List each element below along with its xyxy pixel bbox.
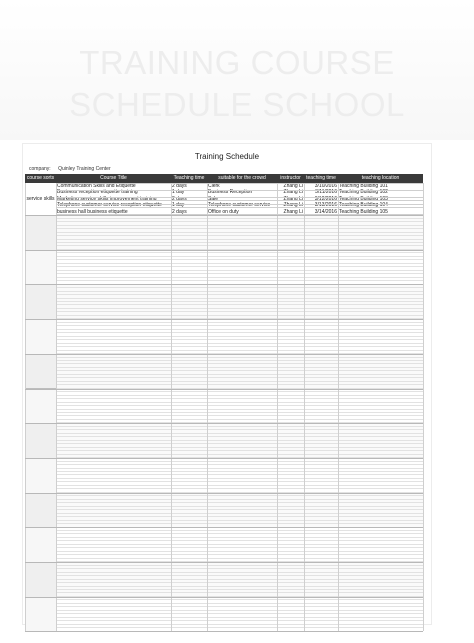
block-line — [25, 458, 423, 459]
company-line — [29, 166, 111, 172]
row-line — [56, 315, 423, 316]
empty-sort-cell — [25, 389, 56, 425]
row-line — [56, 513, 423, 514]
row-line — [56, 298, 423, 299]
row-line — [56, 436, 423, 437]
row-line — [56, 540, 423, 541]
row-line — [56, 495, 423, 496]
row-line — [56, 183, 423, 184]
row-line — [56, 613, 423, 614]
row-line — [56, 325, 423, 326]
row-line — [56, 523, 423, 524]
row-line — [56, 343, 423, 344]
row-line — [56, 606, 423, 607]
row-line — [56, 207, 423, 208]
row-line — [56, 474, 423, 475]
row-line — [56, 433, 423, 434]
row-line — [56, 627, 423, 628]
row-line — [56, 520, 423, 521]
row-line — [56, 273, 423, 274]
row-line — [56, 537, 423, 538]
row-line — [56, 603, 423, 604]
block-line — [25, 250, 423, 251]
row-line — [56, 228, 423, 229]
spreadsheet-page — [22, 143, 432, 625]
table-cell-teaching-time: 1 day — [172, 202, 185, 209]
empty-sort-cell — [25, 562, 56, 598]
row-line — [56, 440, 423, 441]
row-line — [56, 426, 423, 427]
block-line — [25, 562, 423, 563]
row-line — [56, 617, 423, 618]
row-line — [56, 200, 423, 201]
row-line — [56, 304, 423, 305]
row-line — [56, 471, 423, 472]
empty-sort-cell — [25, 458, 56, 494]
row-line — [56, 339, 423, 340]
row-line — [56, 533, 423, 534]
row-line — [56, 204, 423, 205]
row-line — [56, 280, 423, 281]
empty-sort-cell — [25, 423, 56, 459]
row-line — [56, 461, 423, 462]
row-line — [56, 395, 423, 396]
row-line — [56, 291, 423, 292]
table-cell-course-title: Business reception etiquette training — [57, 189, 138, 196]
row-line — [56, 412, 423, 413]
row-line — [56, 579, 423, 580]
row-line — [56, 367, 423, 368]
block-line — [25, 389, 423, 390]
row-line — [56, 398, 423, 399]
empty-sort-cell — [25, 354, 56, 390]
header-course-sorts: course sorts — [26, 175, 55, 181]
row-line — [56, 454, 423, 455]
table-cell-teaching-date: 3/10/2016 — [314, 183, 337, 189]
block-line — [25, 284, 423, 285]
row-line — [56, 381, 423, 382]
row-line — [56, 190, 423, 191]
table-cell-suitable-crowd: Business Reception — [208, 189, 253, 196]
block-line — [25, 631, 423, 632]
row-line — [56, 610, 423, 611]
header-teaching-time: Teaching time — [173, 175, 205, 181]
row-line — [56, 252, 423, 253]
row-line — [56, 488, 423, 489]
row-line — [56, 377, 423, 378]
row-line — [56, 481, 423, 482]
row-line — [56, 270, 423, 271]
row-line — [56, 374, 423, 375]
row-line — [56, 405, 423, 406]
row-line — [56, 582, 423, 583]
row-line — [56, 322, 423, 323]
row-line — [56, 509, 423, 510]
company-value: Quinley Training Center — [58, 166, 111, 172]
row-line — [56, 506, 423, 507]
row-line — [56, 357, 423, 358]
row-line — [56, 565, 423, 566]
table-cell-instructor: Zhang Li — [283, 195, 303, 202]
table-cell-teaching-location: Teaching Building 103 — [339, 195, 388, 202]
row-line — [56, 360, 423, 361]
table-cell-instructor: Zhang Li — [283, 202, 303, 209]
sheet-title: Training Schedule — [194, 152, 260, 161]
row-line — [56, 443, 423, 444]
table-cell-teaching-location: Teaching Building 102 — [339, 189, 388, 196]
row-line — [56, 346, 423, 347]
row-line — [56, 464, 423, 465]
row-line — [56, 429, 423, 430]
row-line — [56, 277, 423, 278]
empty-sort-cell — [25, 319, 56, 355]
row-line — [56, 575, 423, 576]
table-cell-teaching-location: Teaching Building 104 — [339, 202, 388, 209]
header-course-title: Course Title — [100, 175, 127, 181]
empty-sort-cell — [25, 527, 56, 563]
header-teaching-date: teaching time — [306, 175, 336, 181]
row-line — [56, 558, 423, 559]
table-cell-suitable-crowd: Office on duty — [208, 208, 239, 215]
row-line — [56, 502, 423, 503]
table-cell-course-title: Marketing service skills improvement training — [57, 195, 157, 202]
schedule-table — [25, 174, 423, 622]
block-line — [25, 319, 423, 320]
row-line — [56, 384, 423, 385]
row-line — [56, 554, 423, 555]
row-line — [56, 419, 423, 420]
table-header — [25, 174, 423, 183]
row-line — [56, 447, 423, 448]
block-line — [25, 597, 423, 598]
empty-sort-cell — [25, 215, 56, 251]
table-cell-instructor: Zhang Li — [283, 189, 303, 196]
row-line — [56, 544, 423, 545]
empty-sort-cell — [25, 493, 56, 529]
row-line — [56, 311, 423, 312]
row-line — [56, 568, 423, 569]
empty-sort-cell — [25, 284, 56, 320]
row-line — [56, 599, 423, 600]
row-line — [56, 624, 423, 625]
empty-sort-cell — [25, 597, 56, 633]
sort-label: service skills — [26, 196, 55, 202]
row-line — [56, 301, 423, 302]
header-teaching-location: teaching location — [361, 175, 400, 181]
row-line — [56, 363, 423, 364]
row-line — [56, 235, 423, 236]
row-line — [56, 239, 423, 240]
row-line — [56, 197, 423, 198]
row-line — [56, 329, 423, 330]
row-line — [56, 218, 423, 219]
row-line — [56, 402, 423, 403]
table-cell-teaching-location: Teaching Building 101 — [339, 183, 388, 189]
row-line — [56, 336, 423, 337]
table-cell-suitable-crowd: Clerk — [208, 183, 220, 189]
row-line — [56, 530, 423, 531]
row-line — [56, 370, 423, 371]
row-line — [56, 409, 423, 410]
sort-cell-service-skills — [25, 183, 56, 216]
row-line — [56, 225, 423, 226]
row-line — [56, 450, 423, 451]
row-line — [56, 592, 423, 593]
row-line — [56, 245, 423, 246]
company-label: company: — [29, 166, 51, 172]
column-line — [423, 183, 424, 631]
row-line — [56, 259, 423, 260]
table-cell-teaching-date: 3/12/2016 — [314, 195, 337, 202]
table-cell-instructor: Zhang Li — [283, 183, 303, 189]
empty-sort-cell — [25, 250, 56, 286]
table-cell-teaching-time: 2 days — [172, 195, 187, 202]
table-cell-teaching-date: 3/14/2016 — [314, 208, 337, 215]
watermark-title — [0, 42, 474, 126]
block-line — [25, 493, 423, 494]
row-line — [56, 547, 423, 548]
table-cell-suitable-crowd: Sale — [208, 195, 219, 202]
row-line — [56, 485, 423, 486]
row-line — [56, 242, 423, 243]
row-line — [56, 308, 423, 309]
table-cell-teaching-time: 1 day — [172, 189, 185, 196]
table-cell-teaching-time: 2 days — [172, 183, 187, 189]
row-line — [56, 572, 423, 573]
table-cell-course-title: Communication Skills and Etiquette — [57, 183, 136, 189]
row-line — [56, 332, 423, 333]
row-line — [56, 391, 423, 392]
row-line — [56, 256, 423, 257]
block-line — [25, 354, 423, 355]
block-line — [25, 423, 423, 424]
table-cell-instructor: Zhang Li — [283, 208, 303, 215]
row-line — [56, 589, 423, 590]
row-line — [56, 294, 423, 295]
table-cell-course-title: business hall business etiquette — [57, 208, 128, 215]
row-line — [56, 266, 423, 267]
row-line — [56, 221, 423, 222]
row-line — [56, 499, 423, 500]
table-cell-suitable-crowd: Telephone customer service — [208, 202, 271, 209]
watermark-line-2: SCHEDULE SCHOOL — [69, 86, 405, 123]
row-line — [56, 586, 423, 587]
row-line — [56, 516, 423, 517]
row-line — [56, 263, 423, 264]
table-cell-teaching-date: 3/11/2016 — [315, 189, 337, 196]
row-line — [56, 287, 423, 288]
header-instructor: instructor — [280, 175, 301, 181]
row-line — [56, 551, 423, 552]
header-suitable-crowd: suitable for the crowd — [218, 175, 266, 181]
row-line — [56, 468, 423, 469]
row-line — [56, 415, 423, 416]
table-cell-teaching-time: 2 days — [172, 208, 187, 215]
table-cell-teaching-date: 3/13/2016 — [314, 202, 337, 209]
row-line — [56, 620, 423, 621]
block-line — [25, 527, 423, 528]
row-line — [56, 478, 423, 479]
table-cell-teaching-location: Teaching Building 105 — [339, 208, 388, 215]
row-line — [56, 232, 423, 233]
table-cell-course-title: Telephone customer service reception etiquette — [57, 202, 162, 209]
row-line — [56, 350, 423, 351]
block-line — [25, 215, 423, 216]
watermark-line-1: TRAINING COURSE — [79, 44, 395, 81]
